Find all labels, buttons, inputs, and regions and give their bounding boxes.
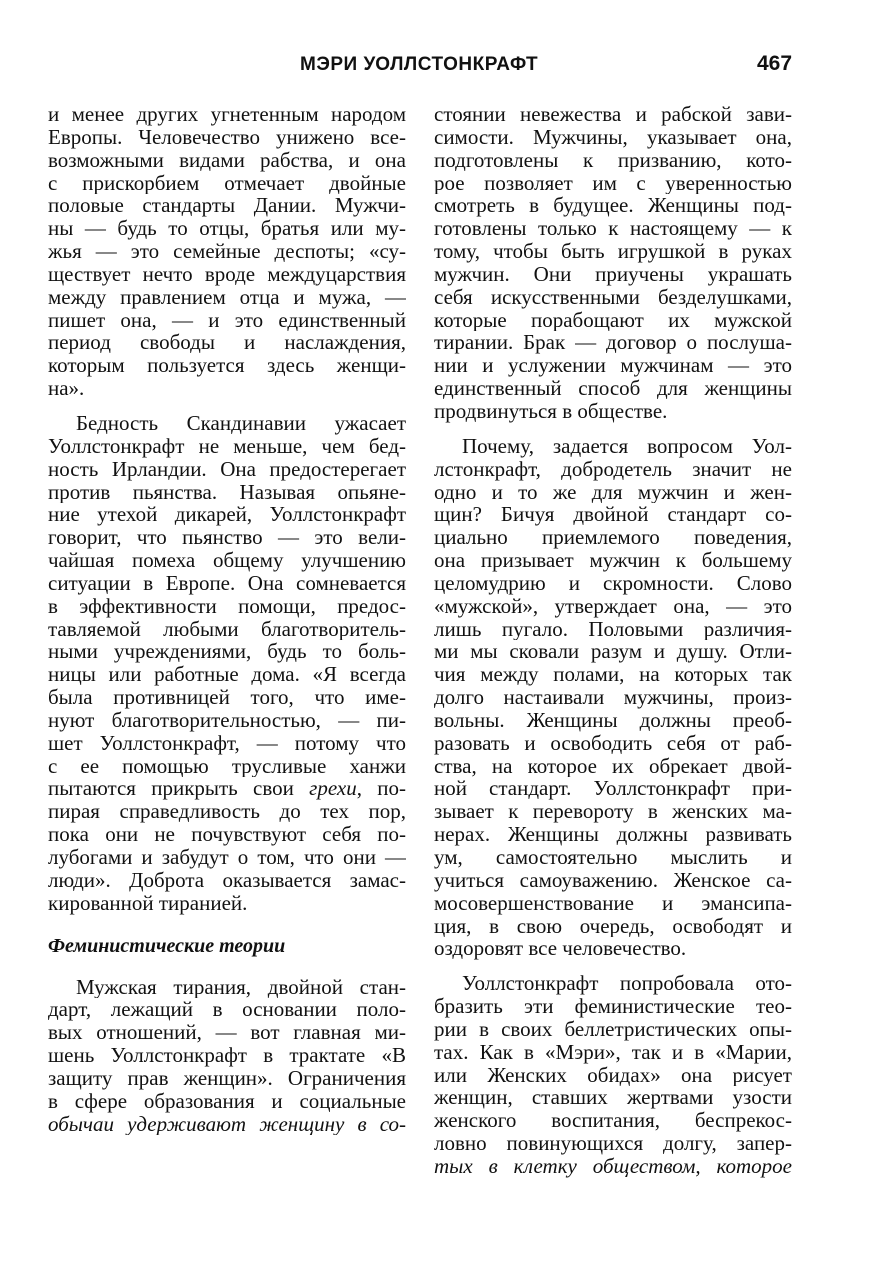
text-line: против пьянства. Называя опьяне- [48,480,406,504]
text-line: кированной тиранией. [48,891,248,915]
text-line: она призывает мужчин к большему [434,549,792,572]
text-line: пока они не почувствуют себя по- [48,823,406,846]
paragraph [434,435,792,960]
text-line: Мужская тирания, двойной стан- [76,975,406,999]
text-line [48,777,406,800]
text-line: целомудрию и скромности. Слово [434,571,792,595]
text-line: пирая справедливость до тех пор, [48,800,406,824]
text-line: мужчин. Они приучены украшать [434,262,792,286]
text-span: пытаются прикрыть свои [48,777,294,801]
text-line: смотреть в будущее. Женщины под- [434,194,792,218]
text-line: Европы. Человечество унижено все- [48,125,406,149]
text-line: женского воспитания, беспрекос- [434,1109,792,1133]
text-line: половые стандарты Дании. Мужчи- [48,194,406,218]
right-column [434,103,792,1178]
running-header [0,54,881,84]
text-line: ными учреждениями, будь то боль- [48,640,406,664]
text-line: между правлением отца и мужа, — [48,285,406,309]
paragraph [434,103,792,423]
text-line: Почему, задается вопросом Уол- [462,434,792,458]
text-line: ной стандарт. Уоллстонкрафт при- [434,777,792,801]
text-line: и менее других угнетенным народом [48,103,406,126]
text-line: Бедность Скандинавии ужасает [76,411,406,435]
text-line: пишет она, — и это единственный [48,308,406,332]
text-line: зывает к перевороту в женских ма- [434,800,792,824]
text-line: шет Уоллстонкрафт, — потому что [48,731,406,755]
text-line: бразить эти феминистические тео- [434,995,792,1018]
text-line: или Женских обидах» она рисует [434,1063,792,1087]
text-line: одно и то же для мужчин и жен- [434,480,792,504]
text-line: Уоллстонкрафт попробовала ото- [462,972,792,996]
text-line: продвинуться в обществе. [434,399,668,423]
text-line: обычаи удерживают женщину в со- [48,1112,406,1136]
running-title: МЭРИ УОЛЛСТОНКРАФТ [300,54,539,75]
text-line: ность Ирландии. Она предостерегает [48,457,406,481]
text-line: чия между полами, на которых так [434,663,792,687]
text-line: «мужской», утверждает она, — это [434,594,792,618]
text-line: с прискорбием отмечает двойные [48,171,406,195]
text-line: тах. Как в «Мэри», так и в «Марии, [434,1040,792,1064]
text-line: ми мы сковали разум и душу. Отли- [434,640,792,664]
text-line: которым пользуется здесь женщи- [48,354,406,378]
page-number: 467 [757,52,793,75]
text-line: единственный способ для женщины [434,377,792,400]
text-line: ловно повинующихся долгу, запер- [434,1132,792,1155]
text-line: ние утехой дикарей, Уоллстонкрафт [48,503,406,527]
left-column [48,103,406,1135]
text-line: готовлены только к настоящему — к [434,217,792,241]
text-line: ция, в свою очередь, освободят и [434,914,792,938]
text-line: женщин, ставших жертвами узости [434,1086,792,1110]
text-line: тавляемой любыми благотворитель- [48,617,406,641]
text-line: циально приемлемого поведения, [434,526,792,550]
text-line: нии и услужении мужчинам — это [434,354,792,378]
paragraph [434,972,792,1178]
text-line: защиту прав женщин». Ограничения [48,1066,406,1090]
text-line: рое позволяет им с уверенностью [434,171,792,195]
text-line: стоянии невежества и рабской зави- [434,103,792,126]
section-heading: Феминистические теории [48,934,286,957]
italic-word: грехи [309,777,357,801]
text-line: период свободы и наслаждения, [48,331,406,355]
text-line: жья — это семейные деспоты; «су- [48,240,406,263]
text-line: лишь пугало. Половыми различия- [434,617,792,641]
text-line: нерах. Женщины должны развивать [434,823,792,846]
text-line: Уоллстонкрафт не меньше, чем бед- [48,434,406,458]
paragraph [48,103,406,400]
text-line: тирании. Брак — договор о послуша- [434,331,792,355]
text-line: ства, на которое их обрекает двой- [434,754,792,778]
paragraph [48,412,406,915]
text-line: ситуации в Европе. Она сомневается [48,571,406,595]
text-line: говорит, что пьянство — это вели- [48,526,406,550]
text-line: в сфере образования и социальные [48,1089,406,1113]
text-line: симости. Мужчины, указывает она, [434,125,792,149]
text-line: возможными видами рабства, и она [48,148,406,172]
text-line: оздоровят все человечество. [434,937,687,961]
text-line: дарт, лежащий в основании поло- [48,998,406,1022]
text-line: долго настаивали мужчины, произ- [434,686,792,709]
text-line: учиться самоуважению. Женское са- [434,868,792,892]
text-line: лубогами и забудут о том, что они — [48,846,406,869]
text-line: ум, самостоятельно мыслить и [434,846,792,869]
text-line: в эффективности помощи, предос- [48,594,406,618]
text-line: разовать и освободить себя от раб- [434,731,792,755]
text-line: ницы или работные дома. «Я всегда [48,663,406,687]
text-span: , по- [356,777,406,801]
text-line: с ее помощью трусливые ханжи [48,754,406,778]
paragraph [48,976,406,1136]
text-line: щин? Бичуя двойной стандарт со- [434,503,792,527]
text-line: себя искусственными безделушками, [434,285,792,309]
text-line: подготовлены к призванию, кото- [434,148,792,172]
text-line: нуют благотворительностью, — пи- [48,708,406,732]
text-line: лстонкрафт, добродетель значит не [434,457,792,481]
text-line: мосовершенствование и эмансипа- [434,891,792,915]
text-line: была противницей того, что име- [48,686,406,709]
text-line: на». [48,377,85,400]
text-line: тому, чтобы быть игрушкой в руках [434,240,792,263]
text-line: рии в своих беллетристических опы- [434,1017,792,1041]
text-line: шень Уоллстонкрафт в трактате «В [48,1044,406,1067]
text-line: вольны. Женщины должны преоб- [434,708,792,732]
text-line: чайшая помеха общему улучшению [48,549,406,572]
text-line: которые порабощают их мужской [434,308,792,332]
text-line: тых в клетку обществом, которое [434,1154,792,1178]
text-line: ны — будь то отцы, братья или му- [48,217,406,241]
text-line: вых отношений, — вот главная ми- [48,1021,406,1045]
text-line: ществует нечто вроде междуцарствия [48,262,406,286]
text-line: люди». Доброта оказывается замас- [48,868,406,892]
